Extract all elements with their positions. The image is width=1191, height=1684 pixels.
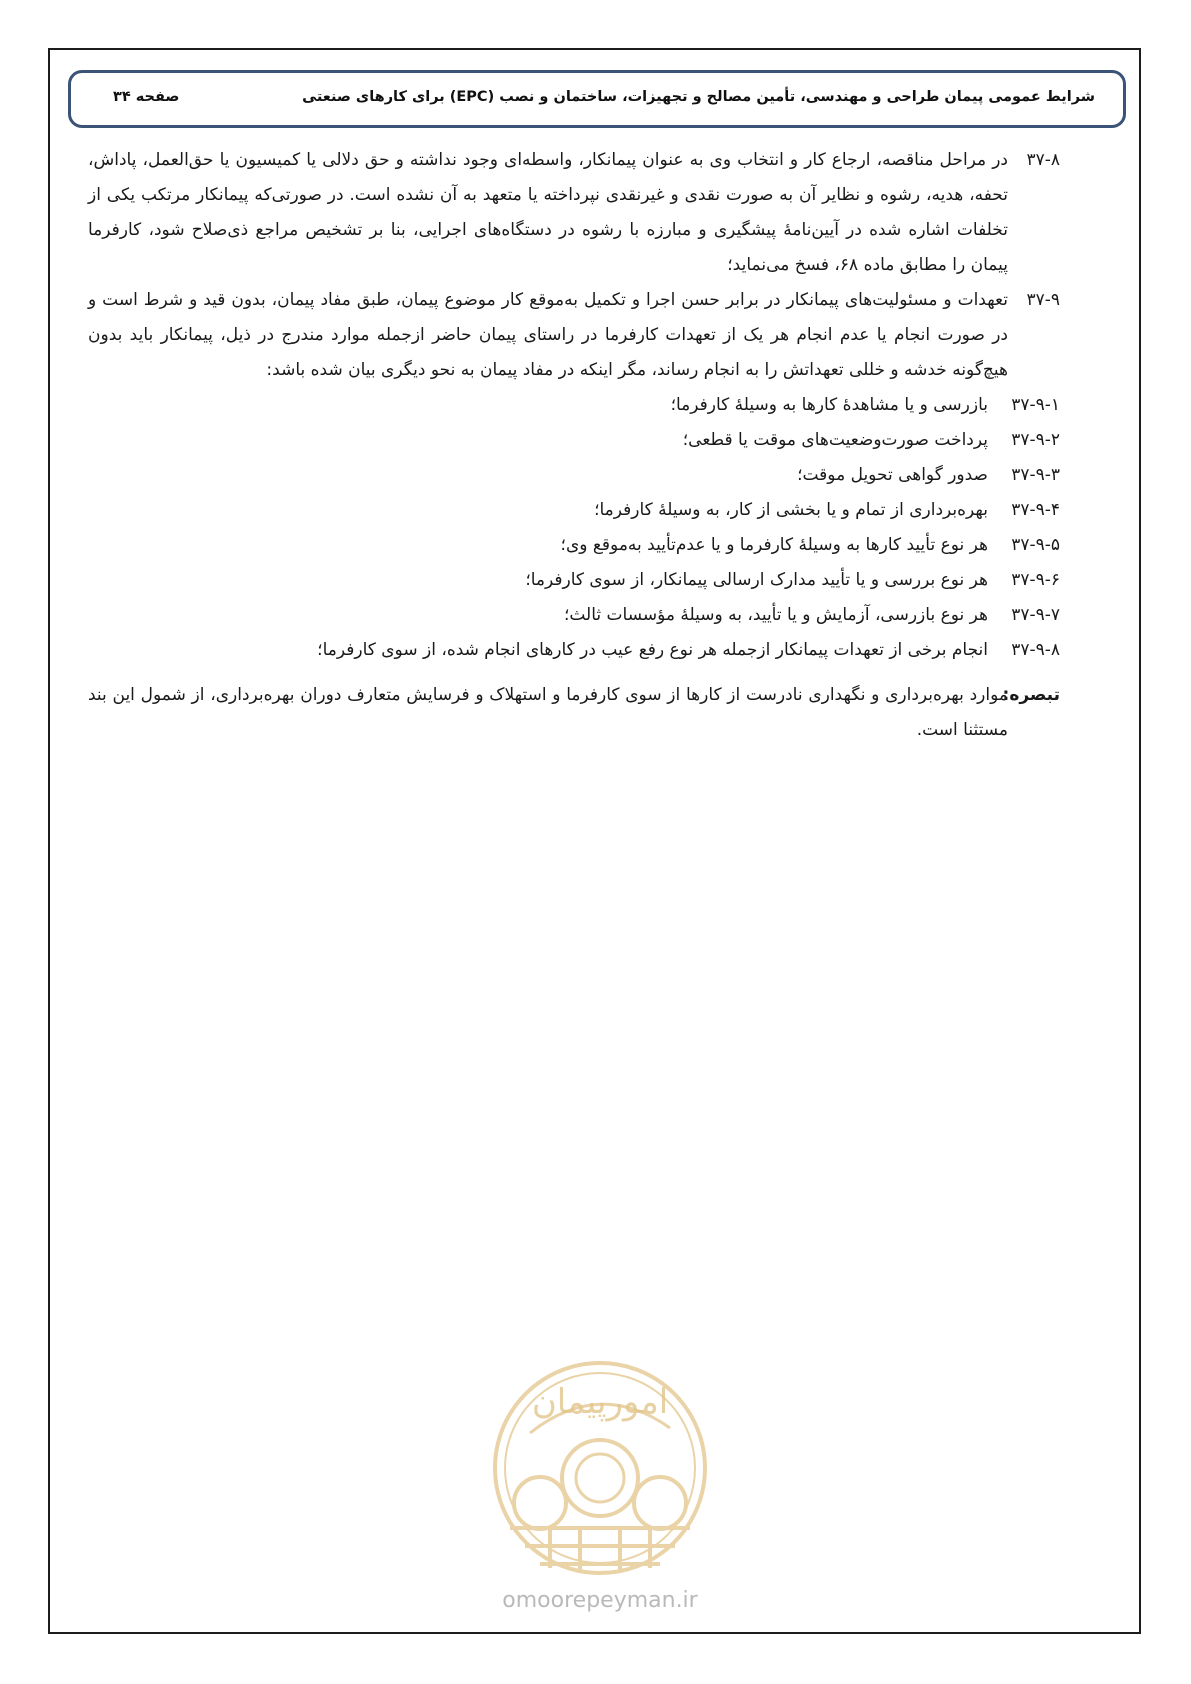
subitem-text: بازرسی و یا مشاهدهٔ کارها به وسیلهٔ کارفرما؛ [670,395,988,415]
list-item [88,458,1060,493]
watermark-logo-text: امورپیمان [531,1382,669,1422]
list-item [88,633,1060,668]
subitem-number: ۳۷-۹-۵ [1011,535,1060,555]
subitem-number: ۳۷-۹-۸ [1011,640,1060,660]
watermark-url: omoorepeyman.ir [502,1588,698,1613]
clause-text: در مراحل مناقصه، ارجاع کار و انتخاب وی به عنوان پیمانکار، واسطه‌ای وجود نداشته و حق دلالی یا کمیسیون یا حق‌العمل، پاداش، تحفه، هدیه، رشوه و نظایر آن به صورت نقدی و غیرنقدی نپرداخته یا متعهد به آن نشده است. در صورتی‌که پیمانکار مرتکب یکی از تخلفات اشاره شده در آیین‌نامهٔ پیشگیری و مبارزه با رشوه در دستگاه‌های اجرایی، بنا بر تشخیص مراجع ذی‌صلاح شود، کارفرما پیمان را مطابق ماده ۶۸، فسخ می‌نماید؛ [88,150,1008,275]
subitem-text: پرداخت صورت‌وضعیت‌های موقت یا قطعی؛ [682,430,988,450]
page-number: صفحه ۳۴ [113,89,180,105]
list-item [88,598,1060,633]
seal-icon [470,1318,730,1588]
document-body [88,143,1060,765]
note-label: تبصره: [1002,685,1060,705]
subitem-text: هر نوع بررسی و یا تأیید مدارک ارسالی پیمانکار، از سوی کارفرما؛ [525,570,988,590]
subitem-number: ۳۷-۹-۲ [1011,430,1060,450]
list-item [88,388,1060,423]
clause-text: تعهدات و مسئولیت‌های پیمانکار در برابر حسن اجرا و تکمیل به‌موقع کار موضوع پیمان، طبق مفاد پیمان، بدون قید و شرط است و در صورت انجام یا عدم انجام هر یک از تعهدات کارفرما در راستای پیمان حاضر ازجمله موارد مندرج در ذیل، پیمانکار باید بدون هیچ‌گونه خدشه و خللی تعهداتش را به انجام رساند، مگر اینکه در مفاد پیمان به نحو دیگری بیان شده باشد: [88,290,1008,380]
note [88,678,1060,748]
subitem-number: ۳۷-۹-۶ [1011,570,1060,590]
subitem-text: هر نوع تأیید کارها به وسیلهٔ کارفرما و یا عدم‌تأیید به‌موقع وی؛ [560,535,988,555]
list-item [88,423,1060,458]
subitem-number: ۳۷-۹-۱ [1011,395,1060,415]
clause-37-8 [88,143,1060,283]
document-title: شرایط عمومی پیمان طراحی و مهندسی، تأمین مصالح و تجهیزات، ساختمان و نصب (EPC) برای کارهای صنعتی [302,89,1095,105]
clause-number: ۳۷-۸ [1026,150,1060,170]
watermark-logo [470,1318,730,1628]
subitem-text: بهره‌برداری از تمام و یا بخشی از کار، به وسیلهٔ کارفرما؛ [594,500,988,520]
subitem-text: هر نوع بازرسی، آزمایش و یا تأیید، به وسیلهٔ مؤسسات ثالث؛ [563,605,988,625]
subitem-list [88,388,1060,668]
note-text: موارد بهره‌برداری و نگهداری نادرست از کارها از سوی کارفرما و استهلاک و فرسایش متعارف دوران بهره‌برداری، از شمول این بند مستثنا است. [88,685,1008,740]
page-header [68,70,1126,128]
list-item [88,563,1060,598]
subitem-number: ۳۷-۹-۴ [1011,500,1060,520]
subitem-text: انجام برخی از تعهدات پیمانکار ازجمله هر نوع رفع عیب در کارهای انجام شده، از سوی کارفرما؛ [317,640,988,660]
list-item [88,528,1060,563]
clause-number: ۳۷-۹ [1026,290,1060,310]
list-item [88,493,1060,528]
subitem-number: ۳۷-۹-۳ [1011,465,1060,485]
subitem-text: صدور گواهی تحویل موقت؛ [797,465,988,485]
subitem-number: ۳۷-۹-۷ [1011,605,1060,625]
clause-37-9 [88,283,1060,388]
